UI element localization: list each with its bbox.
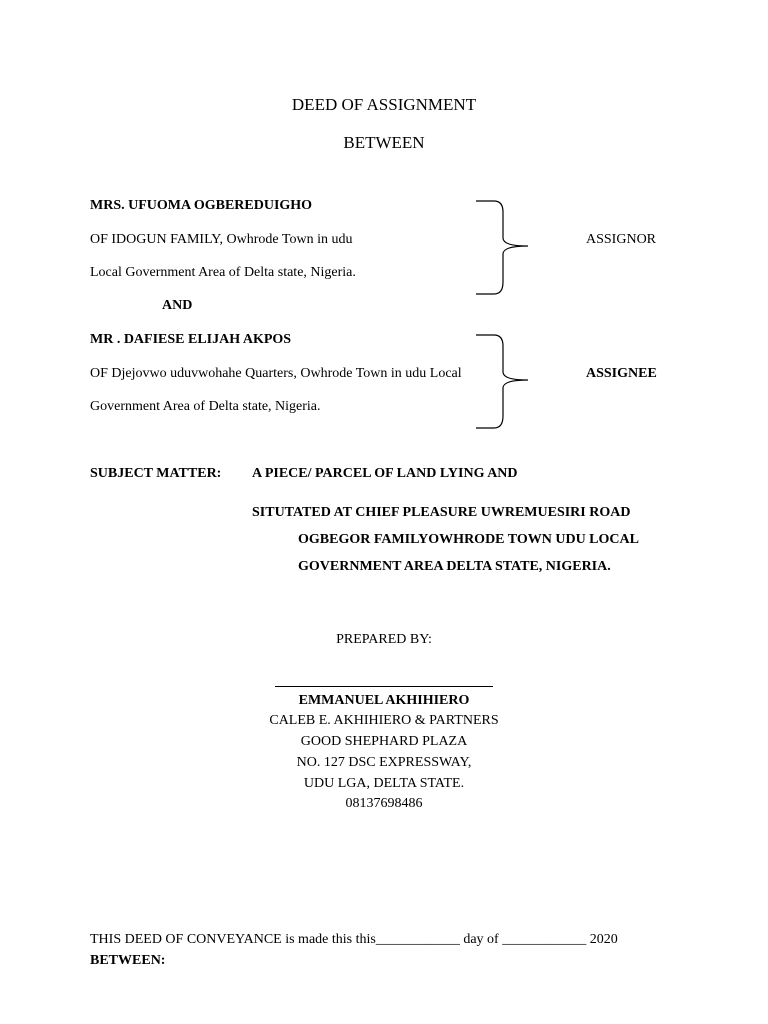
assignor-brace	[470, 198, 534, 298]
and-label: AND	[162, 298, 193, 313]
subject-label: SUBJECT MATTER:	[90, 466, 222, 481]
preparer-firm: CALEB E. AKHIHIERO & PARTNERS	[269, 713, 499, 728]
subject-line1: A PIECE/ PARCEL OF LAND LYING AND	[252, 466, 518, 481]
assignee-address-line1: OF Djejovwo uduvwohahe Quarters, Owhrode Town in udu Local	[90, 366, 462, 381]
preparer-name: EMMANUEL AKHIHIERO	[298, 693, 470, 708]
between-heading: BETWEEN	[343, 133, 425, 152]
preparer-street: NO. 127 DSC EXPRESSWAY,	[296, 755, 472, 770]
preparer-city: UDU LGA, DELTA STATE.	[303, 776, 465, 791]
assignor-address-line1: OF IDOGUN FAMILY, Owhrode Town in udu	[90, 232, 353, 247]
assignee-brace	[470, 332, 534, 432]
assignor-address-line2: Local Government Area of Delta state, Nigeria.	[90, 265, 356, 280]
preparer-phone: 08137698486	[345, 796, 423, 811]
signature-line	[275, 686, 493, 687]
assignee-address-line2: Government Area of Delta state, Nigeria.	[90, 399, 321, 414]
subject-line3: OGBEGOR FAMILYOWHRODE TOWN UDU LOCAL	[298, 532, 639, 547]
assignor-role: ASSIGNOR	[586, 232, 657, 247]
assignor-name: MRS. UFUOMA OGBEREDUIGHO	[90, 198, 313, 213]
subject-line2: SITUTATED AT CHIEF PLEASURE UWREMUESIRI ROAD	[252, 505, 631, 520]
prepared-by-label: PREPARED BY:	[336, 632, 432, 647]
subject-line4: GOVERNMENT AREA DELTA STATE, NIGERIA.	[298, 559, 611, 574]
conveyance-line: THIS DEED OF CONVEYANCE is made this this____________ day of ____________ 2020	[90, 932, 618, 947]
between-label: BETWEEN:	[90, 953, 166, 968]
assignee-name: MR . DAFIESE ELIJAH AKPOS	[90, 332, 292, 347]
document-title: DEED OF ASSIGNMENT	[291, 95, 477, 114]
preparer-plaza: GOOD SHEPHARD PLAZA	[300, 734, 468, 749]
assignee-role: ASSIGNEE	[586, 366, 657, 381]
